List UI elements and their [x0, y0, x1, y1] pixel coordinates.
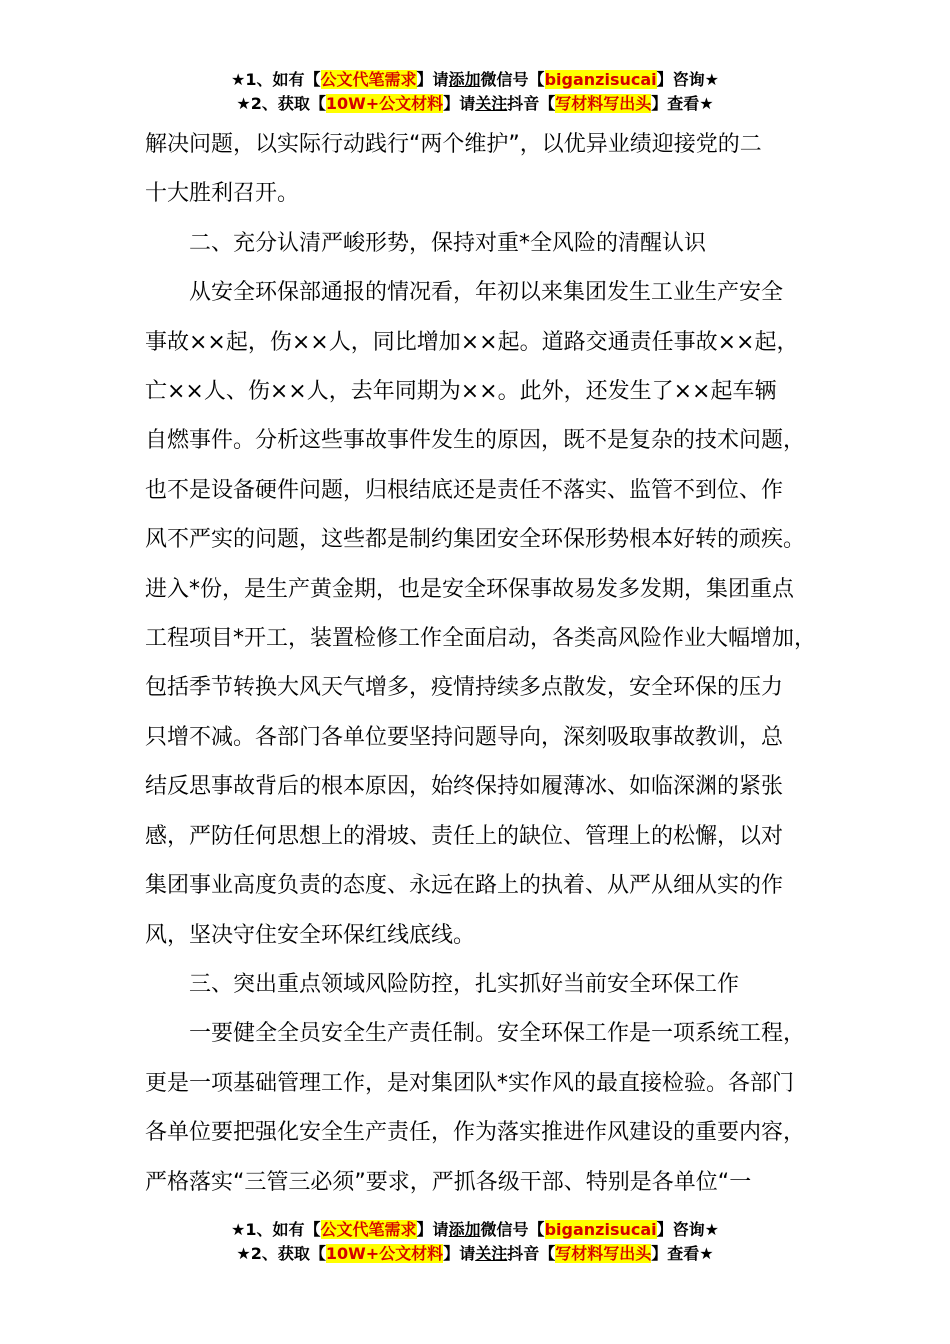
banner-line-1: ★1、如有【公文代笔需求】请添加微信号【biganzisucai】咨询★ — [231, 70, 719, 89]
body-line: 只增不减。各部门各单位要坚持问题导向，深刻吸取事故教训，总 — [145, 724, 784, 750]
body-line: 一要健全全员安全生产责任制。安全环保工作是一项系统工程， — [145, 1021, 806, 1047]
banner-highlight: 写材料写出头 — [555, 1244, 652, 1263]
body-line: 结反思事故背后的根本原因，始终保持如履薄冰、如临深渊的紧张 — [145, 774, 784, 800]
banner-highlight: 10W+公文材料 — [325, 1244, 444, 1263]
body-line: 各单位要把强化安全生产责任，作为落实推进作风建设的重要内容， — [145, 1120, 806, 1146]
body-line: 亡××人、伤××人，去年同期为××。此外，还发生了××起车辆 — [145, 379, 777, 405]
banner-highlight: 10W+公文材料 — [325, 94, 444, 113]
banner-highlight: 写材料写出头 — [555, 94, 652, 113]
body-line: 风，坚决守住安全环保红线底线。 — [145, 922, 476, 948]
banner-highlight: 公文代笔需求 — [320, 1220, 417, 1239]
bottom-banner — [0, 1218, 950, 1266]
banner-line-2: ★2、获取【10W+公文材料】请关注抖音【写材料写出头】查看★ — [236, 1244, 714, 1263]
banner-line-1: ★1、如有【公文代笔需求】请添加微信号【biganzisucai】咨询★ — [231, 1220, 719, 1239]
body-line: 风不严实的问题，这些都是制约集团安全环保形势根本好转的顽疾。 — [145, 527, 806, 553]
body-line: 感，严防任何思想上的滑坡、责任上的缺位、管理上的松懈，以对 — [145, 823, 784, 849]
body-line: 也不是设备硬件问题，归根结底还是责任不落实、监管不到位、作 — [145, 477, 784, 503]
body-line: 更是一项基础管理工作，是对集团队*实作风的最直接检验。各部门 — [145, 1070, 795, 1096]
section-heading: 二、充分认清严峻形势，保持对重*全风险的清醒认识 — [145, 230, 707, 256]
body-line: 包括季节转换大风天气增多，疫情持续多点散发，安全环保的压力 — [145, 675, 784, 701]
banner-highlight: biganzisucai — [544, 1220, 657, 1239]
top-banner — [0, 68, 950, 116]
banner-line-2: ★2、获取【10W+公文材料】请关注抖音【写材料写出头】查看★ — [236, 94, 714, 113]
banner-highlight: biganzisucai — [544, 70, 657, 89]
body-line: 集团事业高度负责的态度、永远在路上的执着、从严从细从实的作 — [145, 873, 784, 899]
body-line: 自燃事件。分析这些事故事件发生的原因，既不是复杂的技术问题， — [145, 428, 806, 454]
body-line: 解决问题，以实际行动践行“两个维护”，以优异业绩迎接党的二 — [145, 132, 762, 157]
body-line: 严格落实“三管三必须”要求，严抓各级干部、特别是各单位“一 — [145, 1169, 752, 1195]
document-body — [145, 120, 825, 1207]
banner-highlight: 公文代笔需求 — [320, 70, 417, 89]
body-line: 从安全环保部通报的情况看，年初以来集团发生工业生产安全 — [145, 280, 784, 306]
section-heading: 三、突出重点领域风险防控，扎实抓好当前安全环保工作 — [145, 971, 740, 997]
body-line: 工程项目*开工，装置检修工作全面启动，各类高风险作业大幅增加， — [145, 626, 817, 652]
body-line: 事故××起，伤××人，同比增加××起。道路交通责任事故××起， — [145, 329, 799, 355]
body-line: 十大胜利召开。 — [145, 181, 300, 207]
body-line: 进入*份，是生产黄金期，也是安全环保事故易发多发期，集团重点 — [145, 576, 795, 602]
